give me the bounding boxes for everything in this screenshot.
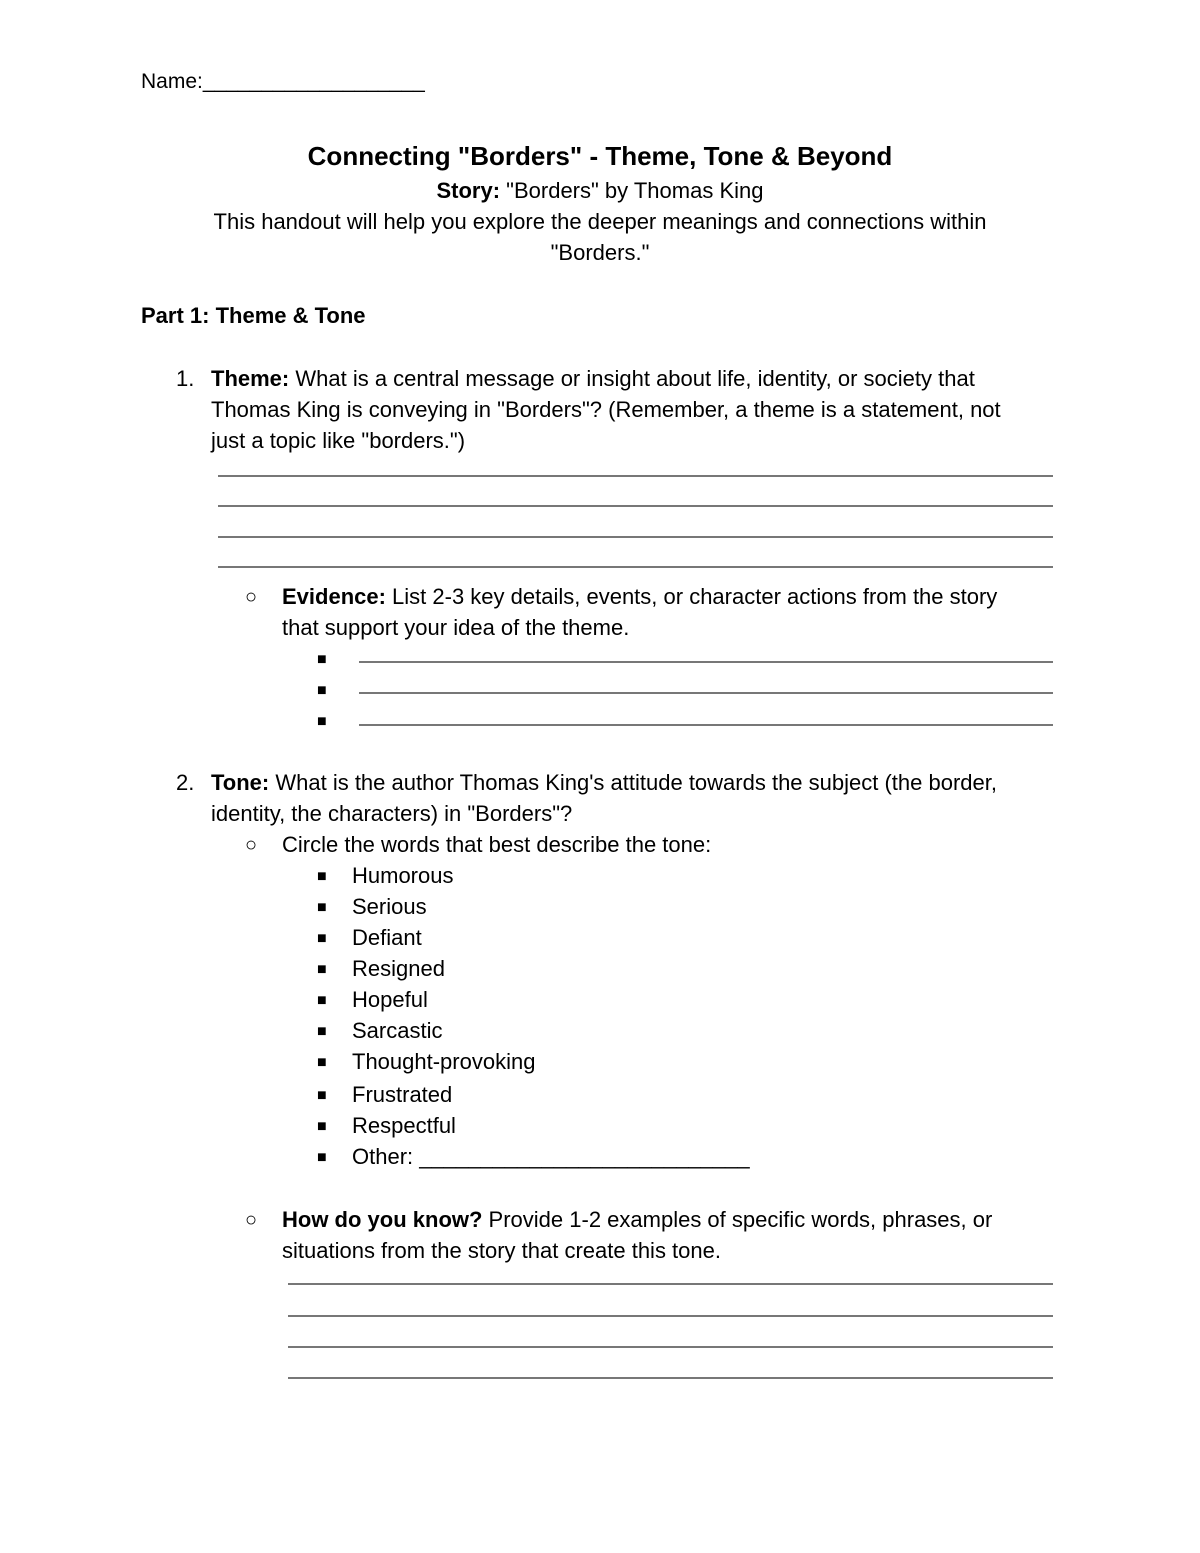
intro-line-2: "Borders.": [550, 240, 650, 265]
tone-option[interactable]: Humorous: [352, 863, 454, 888]
evidence-line-2: that support your idea of the theme.: [282, 615, 630, 640]
option-bullet: ■: [317, 1118, 327, 1135]
evidence-line-1: Evidence: List 2-3 key details, events, or character actions from the story: [282, 584, 998, 609]
tone-option[interactable]: Thought-provoking: [352, 1049, 536, 1074]
tone-answer-line[interactable]: [288, 1315, 1053, 1317]
option-bullet: ■: [317, 899, 327, 916]
theme-label: Theme:: [211, 366, 290, 391]
story-line: [0, 178, 1200, 204]
how-line-1: How do you know? Provide 1-2 examples of specific words, phrases, or: [282, 1207, 993, 1232]
option-bullet: ■: [317, 930, 327, 947]
theme-answer-line[interactable]: [218, 536, 1053, 538]
option-bullet: ■: [317, 1023, 327, 1040]
tone-answer-line[interactable]: [288, 1283, 1053, 1285]
how-line-2: situations from the story that create this tone.: [282, 1238, 721, 1263]
evidence-item-bullet: ■: [317, 713, 327, 730]
circle-instruction-bullet: ○: [245, 834, 258, 856]
intro-line-1: This handout will help you explore the deeper meanings and connections within: [213, 209, 987, 234]
evidence-item-bullet: ■: [317, 682, 327, 699]
option-bullet: ■: [317, 868, 327, 885]
evidence-bullet: ○: [245, 586, 258, 608]
evidence-answer-line[interactable]: [359, 661, 1053, 663]
question-1-line-3: just a topic like "borders."): [211, 428, 466, 453]
evidence-answer-line[interactable]: [359, 692, 1053, 694]
option-bullet: ■: [317, 1149, 327, 1166]
tone-option[interactable]: Defiant: [352, 925, 422, 950]
story-label: Story:: [436, 178, 501, 203]
tone-answer-line[interactable]: [288, 1377, 1053, 1379]
option-bullet: ■: [317, 961, 327, 978]
page-title: Connecting "Borders" - Theme, Tone & Beyond: [307, 141, 893, 171]
question-2-number: 2.: [176, 770, 195, 795]
tone-option[interactable]: Sarcastic: [352, 1018, 443, 1043]
tone-option-other[interactable]: Other: ___________________________: [352, 1144, 750, 1169]
evidence-label: Evidence:: [282, 584, 386, 609]
question-2-line-1: Tone: What is the author Thomas King's attitude towards the subject (the border,: [211, 770, 997, 795]
tone-label: Tone:: [211, 770, 270, 795]
option-bullet: ■: [317, 1054, 327, 1071]
circle-instruction: Circle the words that best describe the tone:: [282, 832, 712, 857]
evidence-answer-line[interactable]: [359, 724, 1053, 726]
tone-option[interactable]: Resigned: [352, 956, 445, 981]
evidence-item-bullet: ■: [317, 651, 327, 668]
option-bullet: ■: [317, 1087, 327, 1104]
question-1-line-1: Theme: What is a central message or insight about life, identity, or society that: [211, 366, 975, 391]
theme-answer-line[interactable]: [218, 475, 1053, 477]
tone-option[interactable]: Serious: [352, 894, 427, 919]
tone-option[interactable]: Hopeful: [352, 987, 428, 1012]
how-bullet: ○: [245, 1209, 258, 1231]
story-value: "Borders" by Thomas King: [500, 178, 764, 203]
how-label: How do you know?: [282, 1207, 483, 1232]
tone-option[interactable]: Respectful: [352, 1113, 456, 1138]
option-bullet: ■: [317, 992, 327, 1009]
question-1-line-2: Thomas King is conveying in "Borders"? (Remember, a theme is a statement, not: [211, 397, 1001, 422]
question-1-number: 1.: [176, 366, 195, 391]
theme-answer-line[interactable]: [218, 566, 1053, 568]
question-2-line-2: identity, the characters) in "Borders"?: [211, 801, 573, 826]
part-1-heading: Part 1: Theme & Tone: [141, 303, 366, 328]
theme-answer-line[interactable]: [218, 505, 1053, 507]
tone-option[interactable]: Frustrated: [352, 1082, 453, 1107]
student-name-field[interactable]: Name:___________________: [141, 70, 425, 93]
tone-answer-line[interactable]: [288, 1346, 1053, 1348]
